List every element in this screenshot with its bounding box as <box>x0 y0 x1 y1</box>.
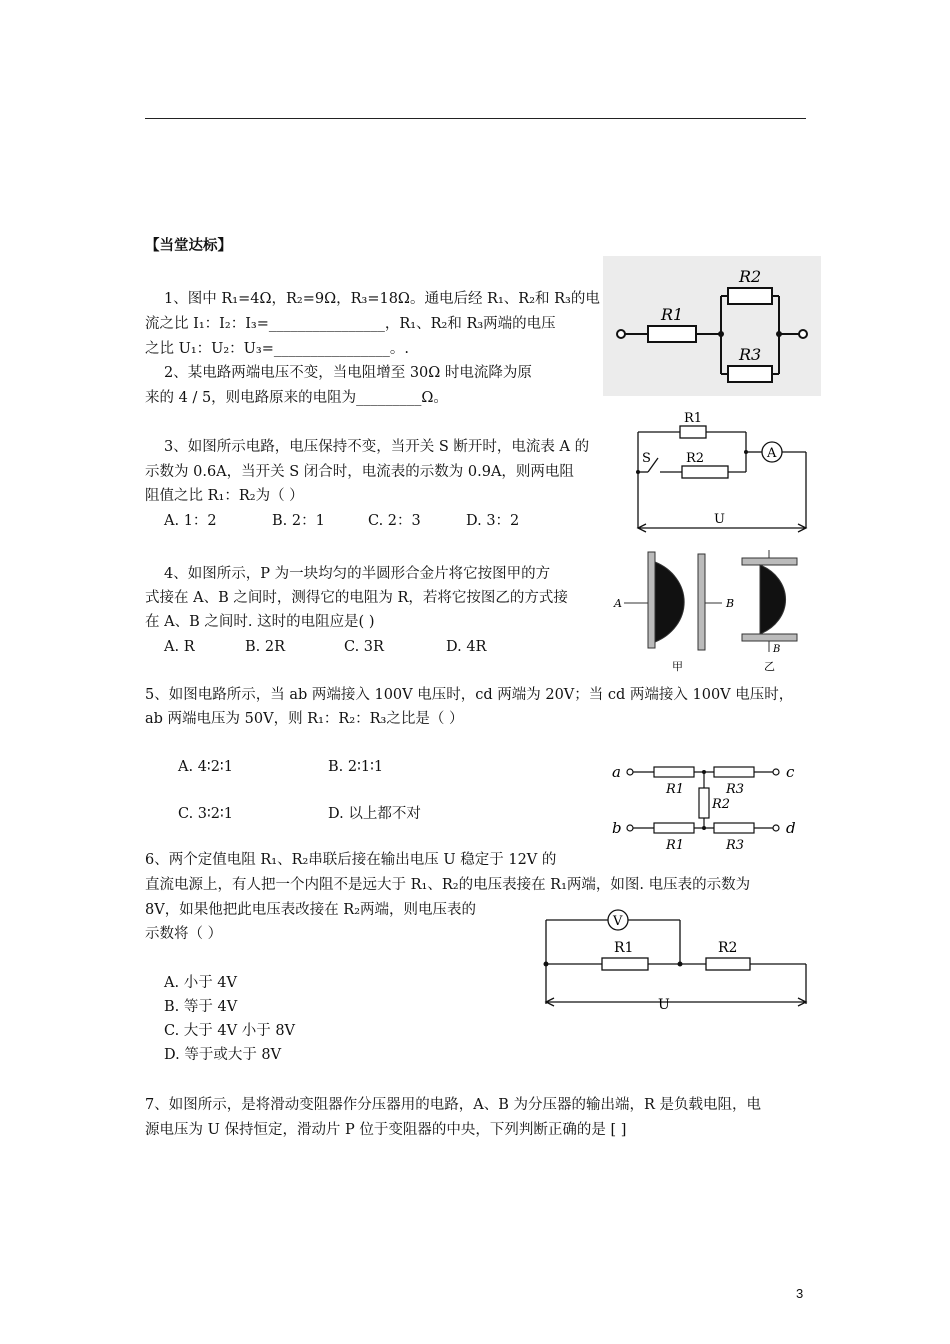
q5-line-1: 5、如图电路所示，当 ab 两端接入 100V 电压时，cd 两端为 20V；当 cd 两端接入 100V 电压时， <box>145 687 794 703</box>
q6-voltmeter-figure <box>538 908 813 1012</box>
q1-fig-label-r1: R1 <box>661 305 684 324</box>
q7-line-2: 源电压为 U 保持恒定，滑动片 P 位于变阻器的中央，下列判断正确的是 [ ] <box>145 1122 627 1138</box>
q6-fig-label-u: U <box>658 997 670 1013</box>
q5-fig-label-r2: R2 <box>712 797 731 812</box>
q3-option-a: A. 1：2 <box>164 513 217 529</box>
q5-option-c: C. 3∶2∶1 <box>178 806 234 822</box>
q1-fig-label-r3: R3 <box>739 345 762 364</box>
q6-option-d: D. 等于或大于 8V <box>164 1047 282 1063</box>
q6-option-b: B. 等于 4V <box>164 999 238 1015</box>
q1-line-2: 流之比 I₁：I₂：I₃=________________，R₁、R₂和 R₃两端的电压 <box>145 316 556 332</box>
q3-fig-label-ammeter: A <box>767 446 777 461</box>
page-number: 3 <box>796 1286 804 1301</box>
q4-alloy-figure <box>612 548 812 676</box>
q6-line-1: 6、两个定值电阻 R₁、R₂串联后接在输出电压 U 稳定于 12V 的 <box>145 852 557 868</box>
q5-option-b: B. 2∶1∶1 <box>328 759 384 775</box>
q5-fig-label-c: c <box>786 763 795 781</box>
q3-option-d: D. 3：2 <box>466 513 520 529</box>
q2-line-1: 2、某电路两端电压不变，当电阻增至 30Ω 时电流降为原 <box>164 365 532 381</box>
q1-fig-label-r2: R2 <box>739 267 762 286</box>
q4-option-c: C. 3R <box>344 639 384 655</box>
q3-circuit-figure <box>630 408 815 536</box>
q6-line-4: 示数将（ ） <box>145 926 223 942</box>
q4-option-d: D. 4R <box>446 639 487 655</box>
q3-fig-label-u: U <box>714 512 725 527</box>
q4-option-a: A. R <box>164 639 195 655</box>
section-title: 【当堂达标】 <box>145 238 232 254</box>
q5-fig-label-b: b <box>612 819 622 837</box>
q4-fig-label-jia: 甲 <box>672 660 683 673</box>
q3-line-1: 3、如图所示电路，电压保持不变，当开关 S 断开时，电流表 A 的 <box>164 439 590 455</box>
q5-line-2: ab 两端电压为 50V，则 R₁：R₂：R₃之比是（ ） <box>145 711 464 727</box>
q3-fig-label-r2: R2 <box>686 451 705 466</box>
q5-fig-label-a: a <box>612 763 621 781</box>
q1-circuit-figure <box>603 256 821 396</box>
q6-line-3: 8V，如果他把此电压表改接在 R₂两端，则电压表的 <box>145 902 477 918</box>
q5-fig-label-d: d <box>786 819 796 837</box>
q4-line-1: 4、如图所示，P 为一块均匀的半圆形合金片将它按图甲的方 <box>164 566 551 582</box>
q3-line-2: 示数为 0.6A，当开关 S 闭合时，电流表的示数为 0.9A，则两电阻 <box>145 464 574 480</box>
q5-option-d: D. 以上都不对 <box>328 806 421 822</box>
q4-option-b: B. 2R <box>245 639 286 655</box>
q5-fig-label-r3-bottom: R3 <box>726 838 745 853</box>
q2-line-2: 来的 4 / 5，则电路原来的电阻为_________Ω。 <box>145 390 448 406</box>
q4-fig-label-yi: 乙 <box>764 660 775 673</box>
q6-option-a: A. 小于 4V <box>164 975 237 991</box>
q1-line-3: 之比 U₁：U₂：U₃=________________。. <box>145 341 409 357</box>
q6-fig-label-r1: R1 <box>614 940 634 956</box>
q3-line-3: 阻值之比 R₁：R₂为（ ） <box>145 488 304 504</box>
q4-fig-label-a: A <box>614 597 622 610</box>
q4-line-2: 式接在 A、B 之间时，测得它的电阻为 R，若将它按图乙的方式接 <box>145 590 568 606</box>
q4-line-3: 在 A、B 之间时. 这时的电阻应是( ) <box>145 614 375 630</box>
q3-fig-label-s: S <box>642 451 651 466</box>
q4-fig-label-b1: B <box>726 597 735 610</box>
q5-fig-label-r1-bottom: R1 <box>666 838 685 853</box>
q6-fig-label-voltmeter: V <box>613 914 623 929</box>
q5-network-figure <box>608 760 813 856</box>
q1-line-1: 1、图中 R₁=4Ω，R₂=9Ω，R₃=18Ω。通电后经 R₁、R₂和 R₃的电 <box>164 291 600 307</box>
q5-option-a: A. 4∶2∶1 <box>178 759 233 775</box>
q5-fig-label-r3-top: R3 <box>726 782 745 797</box>
q3-option-c: C. 2：3 <box>368 513 421 529</box>
q4-fig-label-b2: B <box>773 644 781 655</box>
q6-fig-label-r2: R2 <box>718 940 738 956</box>
q5-fig-label-r1-top: R1 <box>666 782 685 797</box>
q7-line-1: 7、如图所示，是将滑动变阻器作分压器用的电路，A、B 为分压器的输出端，R 是负载电阻，电 <box>145 1097 761 1113</box>
q6-option-c: C. 大于 4V 小于 8V <box>164 1023 296 1039</box>
q3-fig-label-r1: R1 <box>684 411 703 426</box>
q6-line-2: 直流电源上，有人把一个内阻不是远大于 R₁、R₂的电压表接在 R₁两端，如图. 电压表的示数为 <box>145 877 751 893</box>
header-rule <box>145 118 806 119</box>
q3-option-b: B. 2：1 <box>272 513 325 529</box>
